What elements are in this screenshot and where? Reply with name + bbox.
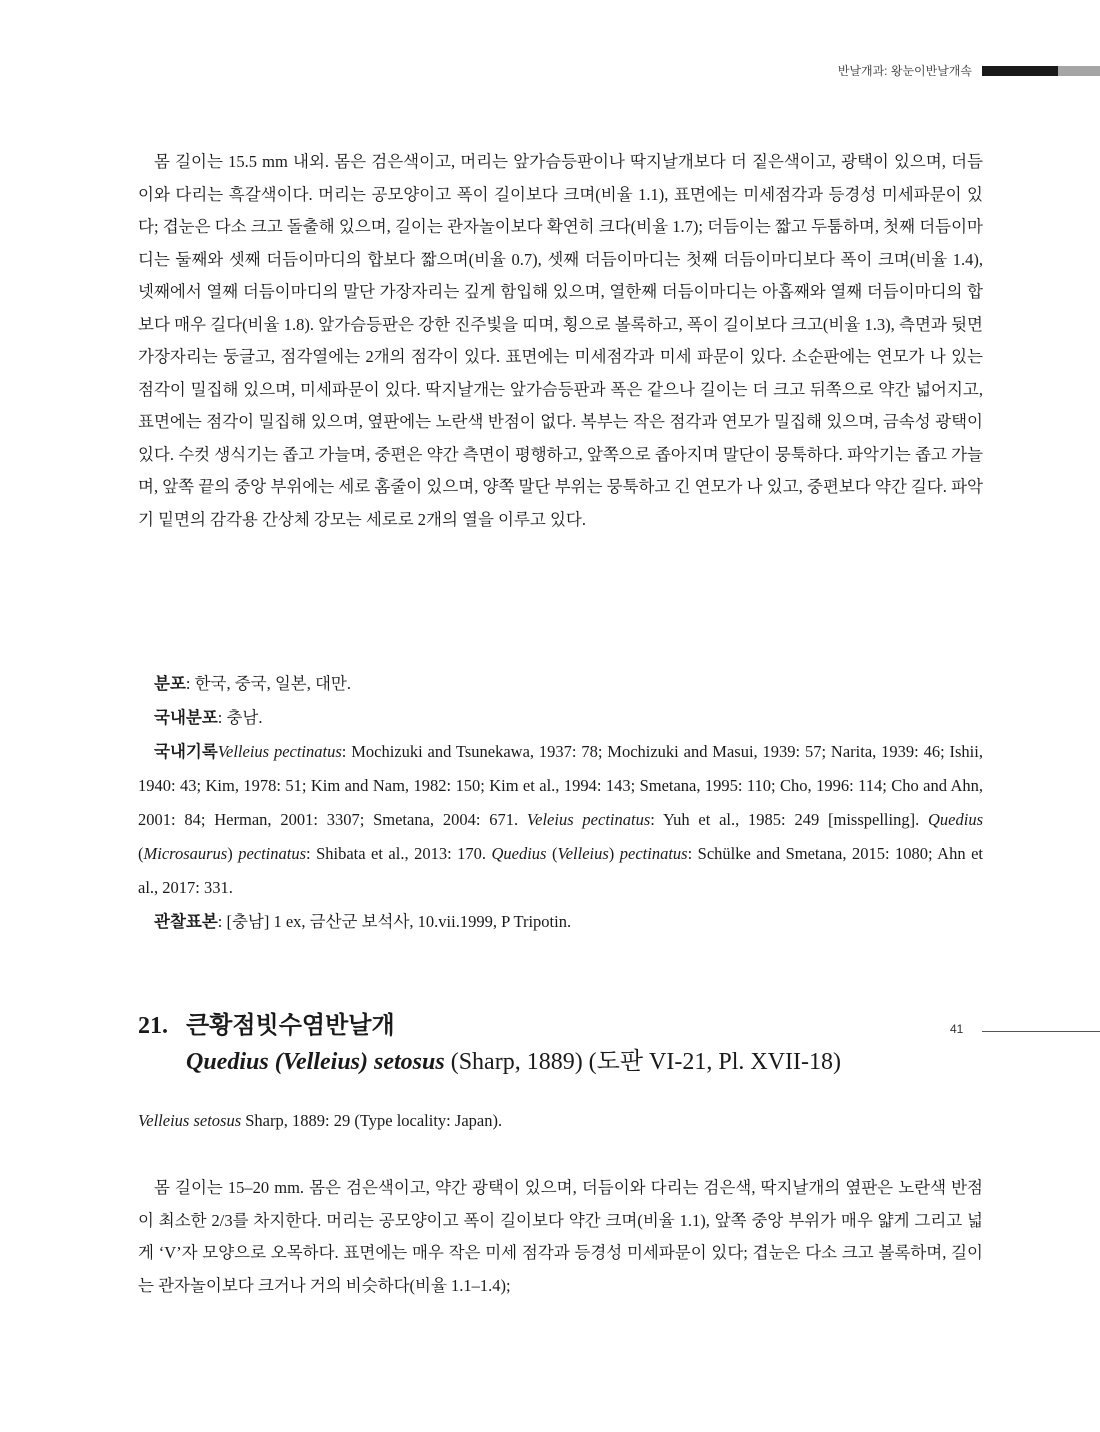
records-text-3: ( — [138, 844, 144, 863]
specimens-line — [138, 905, 983, 939]
records-taxon-5: pectinatus — [238, 844, 307, 863]
running-header — [838, 62, 1100, 79]
species-heading-scientific — [138, 1044, 841, 1080]
species-korean-name: 큰황점빗수염반날개 — [186, 1013, 395, 1039]
records-text-2: : Yuh et al., 1985: 249 [misspelling]. — [650, 810, 928, 829]
species-epithet: setosus — [374, 1049, 445, 1075]
header-bar-gray — [1058, 66, 1100, 76]
records-taxon-6: Quedius — [491, 844, 547, 863]
species-number: 21. — [138, 1013, 168, 1039]
footer-rule — [982, 1031, 1100, 1032]
page-number: 41 — [950, 1022, 964, 1036]
species-heading — [138, 1008, 841, 1080]
domestic-distribution-line — [138, 701, 983, 735]
records-taxon-2: Veleius pectinatus — [526, 810, 651, 829]
species-heading-korean — [138, 1008, 841, 1044]
species-genus: Quedius — [186, 1049, 269, 1075]
species-subgenus: (Velleius) — [274, 1049, 369, 1075]
synonym-line — [138, 1106, 502, 1136]
records-section — [138, 667, 983, 939]
domestic-distribution-text: : 충남. — [217, 708, 263, 727]
distribution-label: 분포 — [154, 674, 186, 693]
records-text-1: : Mochizuki and Tsunekawa, 1937: 78; Mochizuki and Masui, 1939: 57; Narita, 1939: 46; Ishii, 1940: 43; Kim, 1978: 51; Kim and Nam, 1982: 150; Kim et al., 1994: 143; Smetana, 1995: 110; Cho, 1996: 114; Cho and Ahn, 2001: 84; Herman, 2001: 3307; Smetana, 2004: 671. — [138, 742, 983, 829]
running-title: 반날개과: 왕눈이반날개속 — [837, 64, 972, 78]
records-text-7: ) — [608, 844, 620, 863]
synonym-citation: Sharp, 1889: 29 (Type locality: Japan). — [241, 1111, 503, 1130]
domestic-distribution-label: 국내분포 — [154, 708, 218, 727]
specimens-text: : [충남] 1 ex, 금산군 보석사, 10.vii.1999, P Tripotin. — [217, 912, 572, 931]
distribution-line — [138, 667, 983, 701]
description-paragraph-2: 몸 길이는 15–20 mm. 몸은 검은색이고, 약간 광택이 있으며, 더듬이와 다리는 검은색, 딱지날개의 옆판은 노란색 반점이 최소한 2/3를 차지한다. 머리는 공모양이고 폭이 길이보다 약간 크며(비율 1.1), 앞쪽 중앙 부위가 매우 얇게 그리고 넓게 ‘V’자 모양으로 오목하다. 표면에는 매우 작은 미세 점각과 등경성 미세파문이 있다; 겹눈은 다소 크고 볼록하며, 길이는 관자놀이보다 크거나 거의 비슷하다(비율 1.1–1.4); — [138, 1178, 983, 1295]
domestic-records-line — [138, 735, 983, 905]
records-text-5: : Shibata et al., 2013: 170. — [306, 844, 492, 863]
species-author: (Sharp, 1889) (도판 VI-21, Pl. XVII-18) — [444, 1049, 842, 1075]
records-taxon-7: Velleius — [557, 844, 609, 863]
records-taxon-8: pectinatus — [619, 844, 688, 863]
header-bar-dark — [982, 66, 1058, 76]
records-text-4: ) — [227, 844, 239, 863]
specimens-label: 관찰표본 — [154, 912, 218, 931]
records-text-8: : Schülke and Smetana, 2015: 1080; Ahn et al., 2017: 331. — [138, 844, 983, 897]
records-text-6: ( — [546, 844, 558, 863]
records-taxon-1: Velleius pectinatus — [217, 742, 342, 761]
synonym-name: Velleius setosus — [138, 1111, 242, 1130]
records-taxon-4: Microsaurus — [143, 844, 228, 863]
domestic-records-label: 국내기록 — [154, 742, 218, 761]
description-paragraph-1: 몸 길이는 15.5 mm 내외. 몸은 검은색이고, 머리는 앞가슴등판이나 딱지날개보다 더 짙은색이고, 광택이 있으며, 더듬이와 다리는 흑갈색이다. 머리는 공모양이고 폭이 길이보다 크며(비율 1.1), 표면에는 미세점각과 등경성 미세파문이 있다; 겹눈은 다소 크고 돌출해 있으며, 길이는 관자놀이보다 확연히 크다(비율 1.7); 더듬이는 짧고 두툼하며, 첫째 더듬이마디는 둘째와 셋째 더듬이마디의 합보다 짧으며(비율 0.7), 셋째 더듬이마디는 첫째 더듬이마디보다 폭이 크며(비율 1.4), 넷째에서 열째 더듬이마디의 말단 가장자리는 깊게 함입해 있으며, 열한째 더듬이마디는 아홉째와 열째 더듬이마디의 합보다 매우 길다(비율 1.8). 앞가슴등판은 강한 진주빛을 띠며, 횡으로 볼록하고, 폭이 길이보다 크고(비율 1.3), 측면과 뒷면 가장자리는 둥글고, 점각열에는 2개의 점각이 있다. 표면에는 미세점각과 미세 파문이 있다. 소순판에는 연모가 나 있는 점각이 밀집해 있으며, 미세파문이 있다. 딱지날개는 앞가슴등판과 폭은 같으나 길이는 더 크고 뒤쪽으로 약간 넓어지고, 표면에는 점각이 밀집해 있으며, 옆판에는 노란색 반점이 없다. 복부는 작은 점각과 연모가 밀집해 있으며, 금속성 광택이 있다. 수컷 생식기는 좁고 가늘며, 중편은 약간 측면이 평행하고, 앞쪽으로 좁아지며 말단이 뭉툭하다. 파악기는 좁고 가늘며, 앞쪽 끝의 중앙 부위에는 세로 홈줄이 있으며, 양쪽 말단 부위는 뭉툭하고 긴 연모가 나 있고, 중편보다 약간 길다. 파악기 밑면의 감각용 간상체 강모는 세로로 2개의 열을 이루고 있다. — [138, 152, 983, 529]
records-taxon-3: Quedius — [928, 810, 983, 829]
distribution-text: : 한국, 중국, 일본, 대만. — [185, 674, 351, 693]
